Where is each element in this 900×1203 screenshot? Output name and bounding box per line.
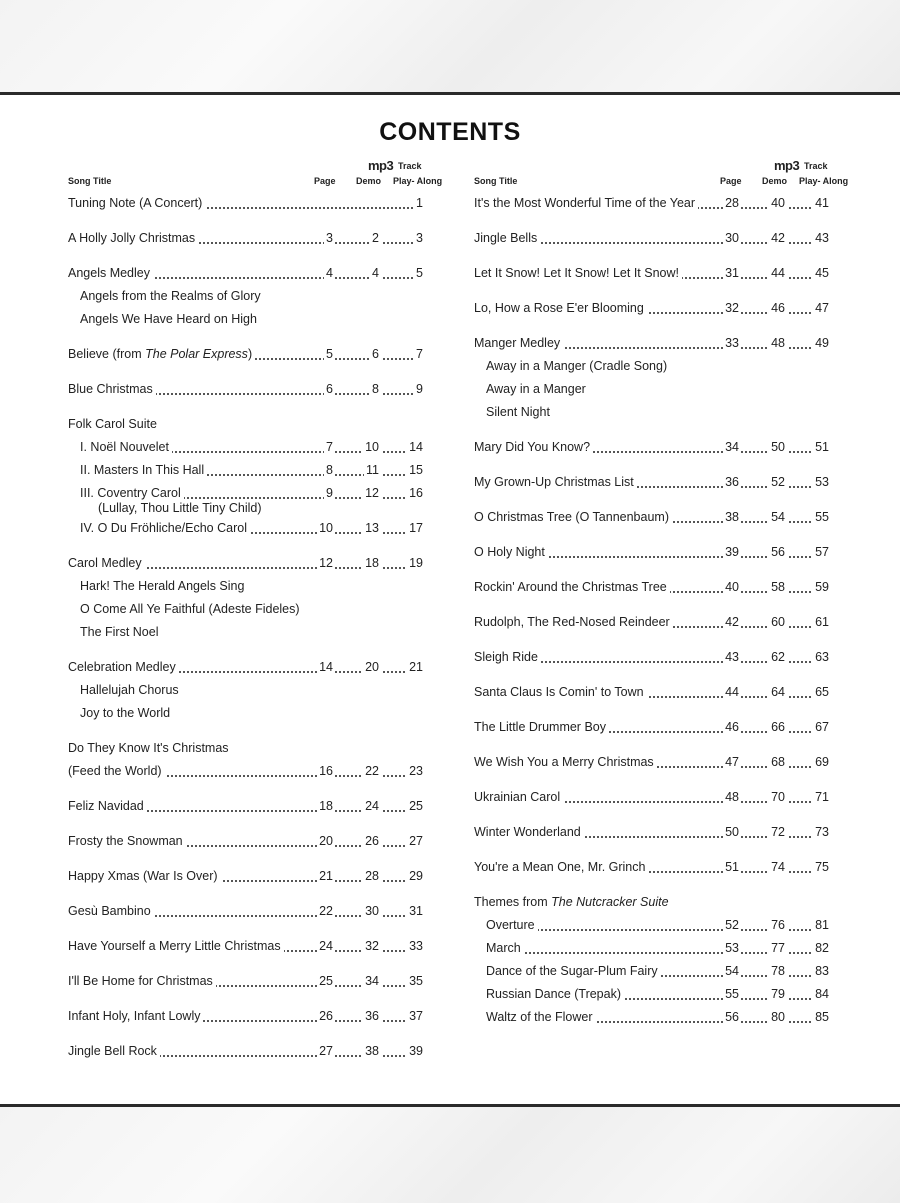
header-mp3-logo: mp3 — [774, 158, 800, 173]
song-title: Infant Holy, Infant Lowly — [68, 1009, 203, 1023]
medley-subitem: Silent Night — [486, 405, 550, 419]
toc-row — [68, 227, 425, 250]
demo-track: 62 — [769, 646, 787, 669]
toc-entry — [68, 970, 425, 993]
play-along-track: 3 — [414, 227, 425, 250]
toc-entry — [68, 795, 425, 818]
play-along-track: 53 — [813, 471, 831, 494]
play-along-track: 51 — [813, 436, 831, 459]
demo-track: 10 — [363, 436, 381, 459]
page-number: 56 — [723, 1006, 741, 1029]
play-along-track: 14 — [407, 436, 425, 459]
song-title: Dance of the Sugar-Plum Fairy — [486, 964, 661, 978]
demo-track: 40 — [769, 192, 787, 215]
song-title: A Holly Jolly Christmas — [68, 231, 198, 245]
toc-entry — [474, 332, 831, 424]
toc-row — [486, 960, 831, 983]
page-number: 53 — [723, 937, 741, 960]
toc-entry — [68, 413, 425, 436]
toc-entry — [474, 821, 831, 844]
song-title: Ukrainian Carol — [474, 790, 563, 804]
page-number: 21 — [317, 865, 335, 888]
toc-entry — [474, 576, 831, 599]
demo-track: 18 — [363, 552, 381, 575]
play-along-track: 69 — [813, 751, 831, 774]
song-title: (Feed the World) — [68, 764, 165, 778]
toc-entry — [68, 482, 425, 517]
toc-row — [68, 737, 425, 760]
header-page: Page — [314, 176, 336, 186]
demo-track: 42 — [769, 227, 787, 250]
toc-entry — [474, 436, 831, 459]
page-number: 20 — [317, 830, 335, 853]
toc-entry — [474, 227, 831, 250]
song-title: Carol Medley — [68, 556, 145, 570]
play-along-track: 82 — [813, 937, 831, 960]
toc-row — [474, 297, 831, 320]
play-along-track: 21 — [407, 656, 425, 679]
medley-subitem: The First Noel — [80, 625, 159, 639]
demo-track: 56 — [769, 541, 787, 564]
song-title-italic: The Nutcracker Suite — [551, 895, 669, 909]
play-along-track: 81 — [813, 914, 831, 937]
play-along-track: 49 — [813, 332, 831, 355]
toc-row — [68, 656, 425, 679]
toc-row — [68, 343, 425, 366]
demo-track: 48 — [769, 332, 787, 355]
play-along-track: 7 — [414, 343, 425, 366]
toc-row — [68, 830, 425, 853]
toc-entry — [68, 552, 425, 644]
demo-track: 70 — [769, 786, 787, 809]
demo-track: 60 — [769, 611, 787, 634]
demo-track: 78 — [769, 960, 787, 983]
demo-track: 74 — [769, 856, 787, 879]
toc-entry — [68, 737, 425, 760]
demo-track: 6 — [370, 343, 381, 366]
song-title: IV. O Du Fröhliche/Echo Carol — [80, 521, 250, 535]
song-title: Rockin' Around the Christmas Tree — [474, 580, 670, 594]
demo-track: 22 — [363, 760, 381, 783]
song-title: The Little Drummer Boy — [474, 720, 609, 734]
page-number: 32 — [723, 297, 741, 320]
play-along-track: 84 — [813, 983, 831, 1006]
play-along-track: 1 — [414, 192, 425, 215]
song-title: I'll Be Home for Christmas — [68, 974, 216, 988]
page-number: 25 — [317, 970, 335, 993]
demo-track: 54 — [769, 506, 787, 529]
song-title: Blue Christmas — [68, 382, 156, 396]
medley-subitem: Hallelujah Chorus — [80, 683, 179, 697]
toc-row — [80, 517, 425, 540]
header-song-title: Song Title — [474, 176, 518, 186]
toc-row — [474, 506, 831, 529]
play-along-track: 61 — [813, 611, 831, 634]
demo-track: 24 — [363, 795, 381, 818]
song-title: Jingle Bell Rock — [68, 1044, 160, 1058]
toc-row — [474, 436, 831, 459]
toc-row — [68, 413, 425, 436]
song-title: Have Yourself a Merry Little Christmas — [68, 939, 284, 953]
demo-track: 52 — [769, 471, 787, 494]
demo-track: 79 — [769, 983, 787, 1006]
play-along-track: 67 — [813, 716, 831, 739]
toc-row — [68, 1005, 425, 1028]
demo-track: 11 — [364, 459, 381, 482]
toc-entry — [474, 786, 831, 809]
page-number: 18 — [317, 795, 335, 818]
song-title: Rudolph, The Red-Nosed Reindeer — [474, 615, 673, 629]
play-along-track: 16 — [407, 482, 425, 505]
toc-row — [474, 646, 831, 669]
page-number: 14 — [317, 656, 335, 679]
toc-entry — [474, 506, 831, 529]
toc-row — [68, 795, 425, 818]
toc-entry — [474, 937, 831, 960]
demo-track: 46 — [769, 297, 787, 320]
toc-entry — [474, 751, 831, 774]
toc-entry — [474, 297, 831, 320]
page-number: 24 — [317, 935, 335, 958]
toc-row — [80, 436, 425, 459]
page-number: 3 — [324, 227, 335, 250]
toc-row — [68, 760, 425, 783]
toc-row — [474, 227, 831, 250]
play-along-track: 35 — [407, 970, 425, 993]
play-along-track: 9 — [414, 378, 425, 401]
demo-track: 26 — [363, 830, 381, 853]
play-along-track: 27 — [407, 830, 425, 853]
play-along-track: 73 — [813, 821, 831, 844]
play-along-track: 45 — [813, 262, 831, 285]
play-along-track: 57 — [813, 541, 831, 564]
demo-track: 4 — [370, 262, 381, 285]
page-number: 34 — [723, 436, 741, 459]
header-page: Page — [720, 176, 742, 186]
demo-track: 12 — [363, 482, 381, 505]
song-title: Angels Medley — [68, 266, 153, 280]
page-number: 5 — [324, 343, 335, 366]
play-along-track: 17 — [407, 517, 425, 540]
header-play-along: Play- Along — [799, 176, 849, 186]
toc-entry — [474, 541, 831, 564]
demo-track: 36 — [363, 1005, 381, 1028]
demo-track: 66 — [769, 716, 787, 739]
toc-entry — [68, 900, 425, 923]
header-song-title: Song Title — [68, 176, 112, 186]
play-along-track: 65 — [813, 681, 831, 704]
toc-entry — [68, 459, 425, 482]
demo-track: 34 — [363, 970, 381, 993]
left-column — [68, 192, 425, 1075]
left-column-header — [68, 158, 448, 188]
toc-entry — [474, 646, 831, 669]
play-along-track: 19 — [407, 552, 425, 575]
toc-row — [68, 900, 425, 923]
page-number: 10 — [317, 517, 335, 540]
play-along-track: 39 — [407, 1040, 425, 1063]
play-along-track: 83 — [813, 960, 831, 983]
medley-subitem: Away in a Manger (Cradle Song) — [486, 359, 668, 373]
toc-entry — [68, 1005, 425, 1028]
toc-entry — [68, 1040, 425, 1063]
toc-entry — [68, 343, 425, 366]
song-title: I. Noël Nouvelet — [80, 440, 172, 454]
page-number: 40 — [723, 576, 741, 599]
song-title: Frosty the Snowman — [68, 834, 186, 848]
demo-track: 30 — [363, 900, 381, 923]
toc-row — [68, 935, 425, 958]
page-number: 43 — [723, 646, 741, 669]
page-number: 52 — [723, 914, 741, 937]
toc-row — [474, 681, 831, 704]
toc-row — [474, 786, 831, 809]
demo-track: 28 — [363, 865, 381, 888]
toc-row — [68, 378, 425, 401]
song-title: Feliz Navidad — [68, 799, 147, 813]
toc-row — [474, 611, 831, 634]
song-title-italic: The Polar Express — [145, 347, 248, 361]
demo-track: 80 — [769, 1006, 787, 1029]
demo-track: 38 — [363, 1040, 381, 1063]
toc-row — [68, 1040, 425, 1063]
song-title: Waltz of the Flower — [486, 1010, 596, 1024]
toc-entry — [68, 865, 425, 888]
toc-entry — [474, 960, 831, 983]
page-number: 42 — [723, 611, 741, 634]
toc-entry — [474, 681, 831, 704]
right-column — [474, 192, 831, 1029]
page-number: 39 — [723, 541, 741, 564]
toc-entry — [474, 262, 831, 285]
toc-row — [474, 821, 831, 844]
page-number: 31 — [723, 262, 741, 285]
page-number: 46 — [723, 716, 741, 739]
header-track: Track — [804, 161, 828, 171]
demo-track: 68 — [769, 751, 787, 774]
top-decorative-band — [0, 0, 900, 95]
song-title: O Christmas Tree (O Tannenbaum) — [474, 510, 672, 524]
song-title: Let It Snow! Let It Snow! Let It Snow! — [474, 266, 682, 280]
page-number: 22 — [317, 900, 335, 923]
toc-row — [474, 471, 831, 494]
play-along-track: 55 — [813, 506, 831, 529]
song-title: II. Masters In This Hall — [80, 463, 207, 477]
play-along-track: 75 — [813, 856, 831, 879]
toc-row — [80, 482, 425, 505]
demo-track: 13 — [363, 517, 381, 540]
header-demo: Demo — [356, 176, 382, 186]
page-number: 38 — [723, 506, 741, 529]
page-number: 30 — [723, 227, 741, 250]
demo-track: 32 — [363, 935, 381, 958]
page-number: 4 — [324, 262, 335, 285]
song-title: Overture — [486, 918, 538, 932]
demo-track: 76 — [769, 914, 787, 937]
play-along-track: 25 — [407, 795, 425, 818]
play-along-track: 47 — [813, 297, 831, 320]
song-title: Believe (from The Polar Express) — [68, 347, 255, 361]
demo-track: 8 — [370, 378, 381, 401]
song-title: Winter Wonderland — [474, 825, 584, 839]
song-title: O Holy Night — [474, 545, 548, 559]
song-title: Jingle Bells — [474, 231, 540, 245]
play-along-track: 5 — [414, 262, 425, 285]
toc-row — [474, 576, 831, 599]
toc-entry — [68, 227, 425, 250]
song-title: Santa Claus Is Comin' to Town — [474, 685, 647, 699]
demo-track: 72 — [769, 821, 787, 844]
toc-entry — [474, 471, 831, 494]
song-title: You're a Mean One, Mr. Grinch — [474, 860, 648, 874]
toc-entry — [68, 192, 425, 215]
toc-row — [474, 856, 831, 879]
toc-entry — [68, 262, 425, 331]
page-number: 54 — [723, 960, 741, 983]
toc-row — [474, 541, 831, 564]
song-title: Mary Did You Know? — [474, 440, 593, 454]
song-title: Folk Carol Suite — [68, 417, 160, 431]
page-title: CONTENTS — [379, 118, 521, 146]
toc-row — [68, 192, 425, 215]
demo-track: 77 — [769, 937, 787, 960]
toc-entry — [68, 760, 425, 783]
page-number: 28 — [723, 192, 741, 215]
toc-row — [68, 262, 425, 285]
header-play-along: Play- Along — [393, 176, 443, 186]
toc-entry — [68, 830, 425, 853]
toc-entry — [474, 716, 831, 739]
play-along-track: 63 — [813, 646, 831, 669]
song-title: My Grown-Up Christmas List — [474, 475, 637, 489]
play-along-track: 15 — [407, 459, 425, 482]
demo-track: 20 — [363, 656, 381, 679]
page-number: 50 — [723, 821, 741, 844]
toc-entry — [474, 914, 831, 937]
page-number: 6 — [324, 378, 335, 401]
demo-track: 58 — [769, 576, 787, 599]
toc-row — [68, 552, 425, 575]
play-along-track: 37 — [407, 1005, 425, 1028]
medley-subitem: Angels We Have Heard on High — [80, 312, 257, 326]
song-title: Happy Xmas (War Is Over) — [68, 869, 221, 883]
song-title: We Wish You a Merry Christmas — [474, 755, 657, 769]
header-demo: Demo — [762, 176, 788, 186]
toc-row — [474, 262, 831, 285]
play-along-track: 23 — [407, 760, 425, 783]
page-number: 8 — [324, 459, 335, 482]
demo-track: 64 — [769, 681, 787, 704]
demo-track: 44 — [769, 262, 787, 285]
song-title: III. Coventry Carol — [80, 486, 184, 500]
page-number: 47 — [723, 751, 741, 774]
song-title: Tuning Note (A Concert) — [68, 196, 205, 210]
toc-entry — [474, 856, 831, 879]
page-number: 51 — [723, 856, 741, 879]
toc-entry — [68, 656, 425, 725]
toc-entry — [68, 517, 425, 540]
toc-row — [68, 970, 425, 993]
page-number: 9 — [324, 482, 335, 505]
toc-row — [474, 332, 831, 355]
play-along-track: 41 — [813, 192, 831, 215]
header-track: Track — [398, 161, 422, 171]
song-title: Do They Know It's Christmas — [68, 741, 232, 755]
page-number: 36 — [723, 471, 741, 494]
toc-entry — [474, 611, 831, 634]
play-along-track: 33 — [407, 935, 425, 958]
toc-entry — [474, 891, 831, 914]
play-along-track: 31 — [407, 900, 425, 923]
toc-row — [474, 716, 831, 739]
toc-row — [474, 751, 831, 774]
toc-entry — [474, 983, 831, 1006]
page-number: 26 — [317, 1005, 335, 1028]
toc-row — [474, 192, 831, 215]
medley-subitem: Away in a Manger — [486, 382, 586, 396]
page-number: 12 — [317, 552, 335, 575]
toc-entry — [68, 935, 425, 958]
demo-track: 2 — [370, 227, 381, 250]
toc-row — [486, 937, 831, 960]
toc-row — [486, 1006, 831, 1029]
toc-row — [80, 459, 425, 482]
demo-track: 50 — [769, 436, 787, 459]
medley-subitem: Angels from the Realms of Glory — [80, 289, 261, 303]
toc-row — [486, 914, 831, 937]
header-mp3-logo: mp3 — [368, 158, 394, 173]
song-subtitle: (Lullay, Thou Little Tiny Child) — [98, 501, 262, 515]
medley-subitem: Hark! The Herald Angels Sing — [80, 579, 245, 593]
song-title: Sleigh Ride — [474, 650, 541, 664]
song-title: Themes from The Nutcracker Suite — [474, 895, 672, 909]
song-title: Gesù Bambino — [68, 904, 154, 918]
toc-row — [68, 865, 425, 888]
song-title: Lo, How a Rose E'er Blooming — [474, 301, 647, 315]
page-number: 27 — [317, 1040, 335, 1063]
toc-row — [486, 983, 831, 1006]
song-title: Celebration Medley — [68, 660, 179, 674]
toc-entry — [474, 192, 831, 215]
page-number: 7 — [324, 436, 335, 459]
page-number: 55 — [723, 983, 741, 1006]
song-title: Russian Dance (Trepak) — [486, 987, 624, 1001]
play-along-track: 71 — [813, 786, 831, 809]
page-number: 44 — [723, 681, 741, 704]
bottom-decorative-band — [0, 1104, 900, 1203]
song-title: Manger Medley — [474, 336, 563, 350]
toc-row — [474, 891, 831, 914]
right-column-header — [474, 158, 854, 188]
page-number: 48 — [723, 786, 741, 809]
song-title: March — [486, 941, 524, 955]
play-along-track: 85 — [813, 1006, 831, 1029]
toc-entry — [68, 436, 425, 459]
toc-entry — [68, 378, 425, 401]
play-along-track: 43 — [813, 227, 831, 250]
toc-entry — [474, 1006, 831, 1029]
page-number: 16 — [317, 760, 335, 783]
play-along-track: 29 — [407, 865, 425, 888]
medley-subitem: Joy to the World — [80, 706, 171, 720]
play-along-track: 59 — [813, 576, 831, 599]
medley-subitem: O Come All Ye Faithful (Adeste Fideles) — [80, 602, 300, 616]
page-number: 33 — [723, 332, 741, 355]
song-title: It's the Most Wonderful Time of the Year — [474, 196, 698, 210]
